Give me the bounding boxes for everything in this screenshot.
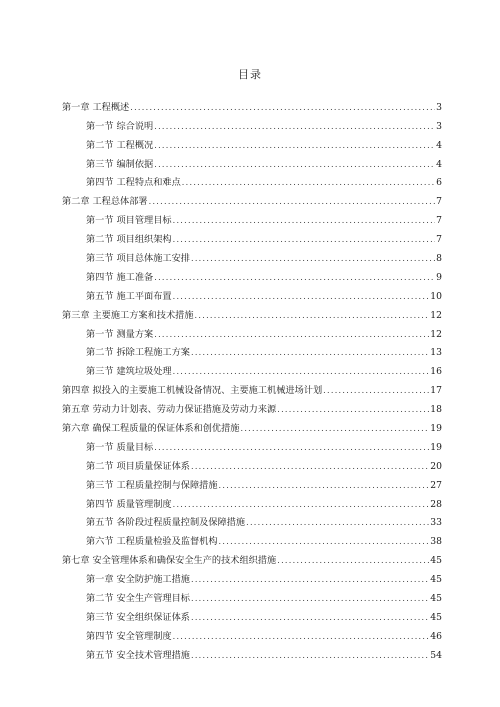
toc-entry-label: 第七章 安全管理体系和确保安全生产的技术组织措施 (62, 555, 277, 567)
dot-leader (130, 102, 435, 114)
toc-entry-label: 第三节 工程质量控制与保障措施 (86, 479, 218, 491)
toc-entry-label: 第五章 劳动力计划表、劳动力保证措施及劳动力来源 (62, 404, 277, 416)
toc-page-number: 54 (430, 649, 442, 661)
toc-section-entry[interactable] (62, 605, 442, 624)
toc-page-number: 45 (430, 574, 442, 586)
toc-section-entry[interactable] (62, 133, 442, 152)
toc-chapter-entry[interactable] (62, 548, 442, 567)
dot-leader (246, 517, 429, 529)
toc-section-entry[interactable] (62, 454, 442, 473)
toc-chapter-entry[interactable] (62, 303, 442, 322)
dot-leader (154, 442, 429, 454)
dot-leader (323, 385, 429, 397)
toc-page-number: 45 (430, 611, 442, 623)
toc-page-number: 38 (430, 536, 442, 548)
dot-leader (173, 291, 430, 303)
toc-section-entry[interactable] (62, 265, 442, 284)
dot-leader (191, 574, 429, 586)
toc-section-entry[interactable] (62, 171, 442, 190)
toc-page-number: 18 (430, 404, 442, 416)
toc-page-number: 45 (430, 555, 442, 567)
toc-page-number: 4 (436, 139, 442, 151)
toc-section-entry[interactable] (62, 208, 442, 227)
toc-entry-label: 第二节 拆除工程施工方案 (86, 347, 190, 359)
toc-entry-label: 第一章 安全防护施工措施 (86, 574, 190, 586)
toc-page-number: 12 (430, 309, 442, 321)
toc-page-number: 19 (430, 441, 442, 453)
toc-title: 目录 (238, 68, 262, 81)
toc-section-entry[interactable] (62, 511, 442, 530)
toc-page-number: 12 (430, 328, 442, 340)
dot-leader (191, 461, 429, 473)
toc-entry-label: 第四节 质量管理制度 (86, 498, 172, 510)
toc-section-entry[interactable] (62, 359, 442, 378)
toc-entry-label: 第三节 项目总体施工安排 (86, 253, 190, 265)
toc-chapter-entry[interactable] (62, 189, 442, 208)
table-of-contents (62, 95, 442, 662)
toc-section-entry[interactable] (62, 152, 442, 171)
toc-entry-label: 第二节 项目质量保证体系 (86, 460, 190, 472)
toc-page-number: 3 (436, 120, 442, 132)
toc-section-entry[interactable] (62, 227, 442, 246)
toc-entry-label: 第四节 施工准备 (86, 271, 154, 283)
dot-leader (277, 555, 429, 567)
toc-chapter-entry[interactable] (62, 378, 442, 397)
toc-page-number: 46 (430, 630, 442, 642)
dot-leader (195, 310, 430, 322)
toc-section-entry[interactable] (62, 624, 442, 643)
toc-section-entry[interactable] (62, 322, 442, 341)
toc-page-number: 33 (430, 517, 442, 529)
toc-section-entry[interactable] (62, 492, 442, 511)
toc-entry-label: 第三节 建筑垃圾处理 (86, 366, 172, 378)
toc-page-number: 10 (430, 290, 442, 302)
toc-entry-label: 第三节 安全组织保证体系 (86, 611, 190, 623)
toc-entry-label: 第六章 确保工程质量的保证体系和创优措施 (62, 423, 240, 435)
toc-entry-label: 第二节 项目组织架构 (86, 234, 172, 246)
dot-leader (149, 196, 436, 208)
toc-page-number: 45 (430, 593, 442, 605)
toc-page-number: 7 (436, 234, 442, 246)
toc-entry-label: 第四章 拟投入的主要施工机械设备情况、主要施工机械进场计划 (62, 385, 323, 397)
toc-section-entry[interactable] (62, 341, 442, 360)
toc-entry-label: 第一节 测量方案 (86, 328, 154, 340)
toc-entry-label: 第二节 安全生产管理目标 (86, 593, 190, 605)
toc-section-entry[interactable] (62, 567, 442, 586)
dot-leader (173, 499, 430, 511)
dot-leader (191, 650, 429, 662)
toc-entry-label: 第一章 工程概述 (62, 101, 130, 113)
toc-chapter-entry[interactable] (62, 416, 442, 435)
dot-leader (191, 593, 429, 605)
toc-entry-label: 第六节 工程质量检验及监督机构 (86, 536, 218, 548)
toc-page-number: 9 (436, 271, 442, 283)
toc-entry-label: 第二章 工程总体部署 (62, 196, 148, 208)
toc-section-entry[interactable] (62, 114, 442, 133)
toc-page-number: 19 (430, 423, 442, 435)
toc-page-number: 7 (436, 196, 442, 208)
toc-page-number: 6 (436, 177, 442, 189)
dot-leader (191, 347, 429, 359)
toc-chapter-entry[interactable] (62, 95, 442, 114)
dot-leader (191, 612, 429, 624)
dot-leader (154, 121, 435, 133)
toc-entry-label: 第四节 安全管理制度 (86, 630, 172, 642)
toc-page-number: 28 (430, 498, 442, 510)
toc-page-number: 20 (430, 460, 442, 472)
toc-entry-label: 第三章 主要施工方案和技术措施 (62, 309, 194, 321)
dot-leader (173, 366, 430, 378)
dot-leader (240, 423, 429, 435)
toc-entry-label: 第一节 项目管理目标 (86, 215, 172, 227)
toc-page-number: 8 (436, 253, 442, 265)
toc-page-number: 27 (430, 479, 442, 491)
dot-leader (191, 253, 435, 265)
toc-entry-label: 第五节 施工平面布置 (86, 290, 172, 302)
dot-leader (154, 329, 429, 341)
dot-leader (173, 234, 436, 246)
toc-entry-label: 第三节 编制依据 (86, 158, 154, 170)
toc-entry-label: 第二节 工程概况 (86, 139, 154, 151)
toc-section-entry[interactable] (62, 586, 442, 605)
toc-entry-label: 第一节 质量目标 (86, 441, 154, 453)
toc-page-number: 17 (430, 385, 442, 397)
dot-leader (154, 140, 435, 152)
toc-entry-label: 第四节 工程特点和难点 (86, 177, 181, 189)
toc-page-number: 13 (430, 347, 442, 359)
dot-leader (219, 536, 430, 548)
toc-page-number: 3 (436, 101, 442, 113)
toc-section-entry[interactable] (62, 246, 442, 265)
dot-leader (154, 272, 435, 284)
toc-chapter-entry[interactable] (62, 397, 442, 416)
toc-page-number: 16 (430, 366, 442, 378)
toc-page-number: 7 (436, 215, 442, 227)
dot-leader (182, 177, 435, 189)
toc-section-entry[interactable] (62, 473, 442, 492)
dot-leader (173, 631, 430, 643)
toc-section-entry[interactable] (62, 529, 442, 548)
dot-leader (173, 215, 436, 227)
toc-entry-label: 第五节 各阶段过程质量控制及保障措施 (86, 517, 246, 529)
dot-leader (219, 480, 430, 492)
toc-section-entry[interactable] (62, 643, 442, 662)
toc-section-entry[interactable] (62, 435, 442, 454)
toc-section-entry[interactable] (62, 284, 442, 303)
dot-leader (277, 404, 429, 416)
toc-page-number: 4 (436, 158, 442, 170)
toc-entry-label: 第一节 综合说明 (86, 120, 154, 132)
toc-entry-label: 第五节 安全技术管理措施 (86, 649, 190, 661)
dot-leader (154, 159, 435, 171)
